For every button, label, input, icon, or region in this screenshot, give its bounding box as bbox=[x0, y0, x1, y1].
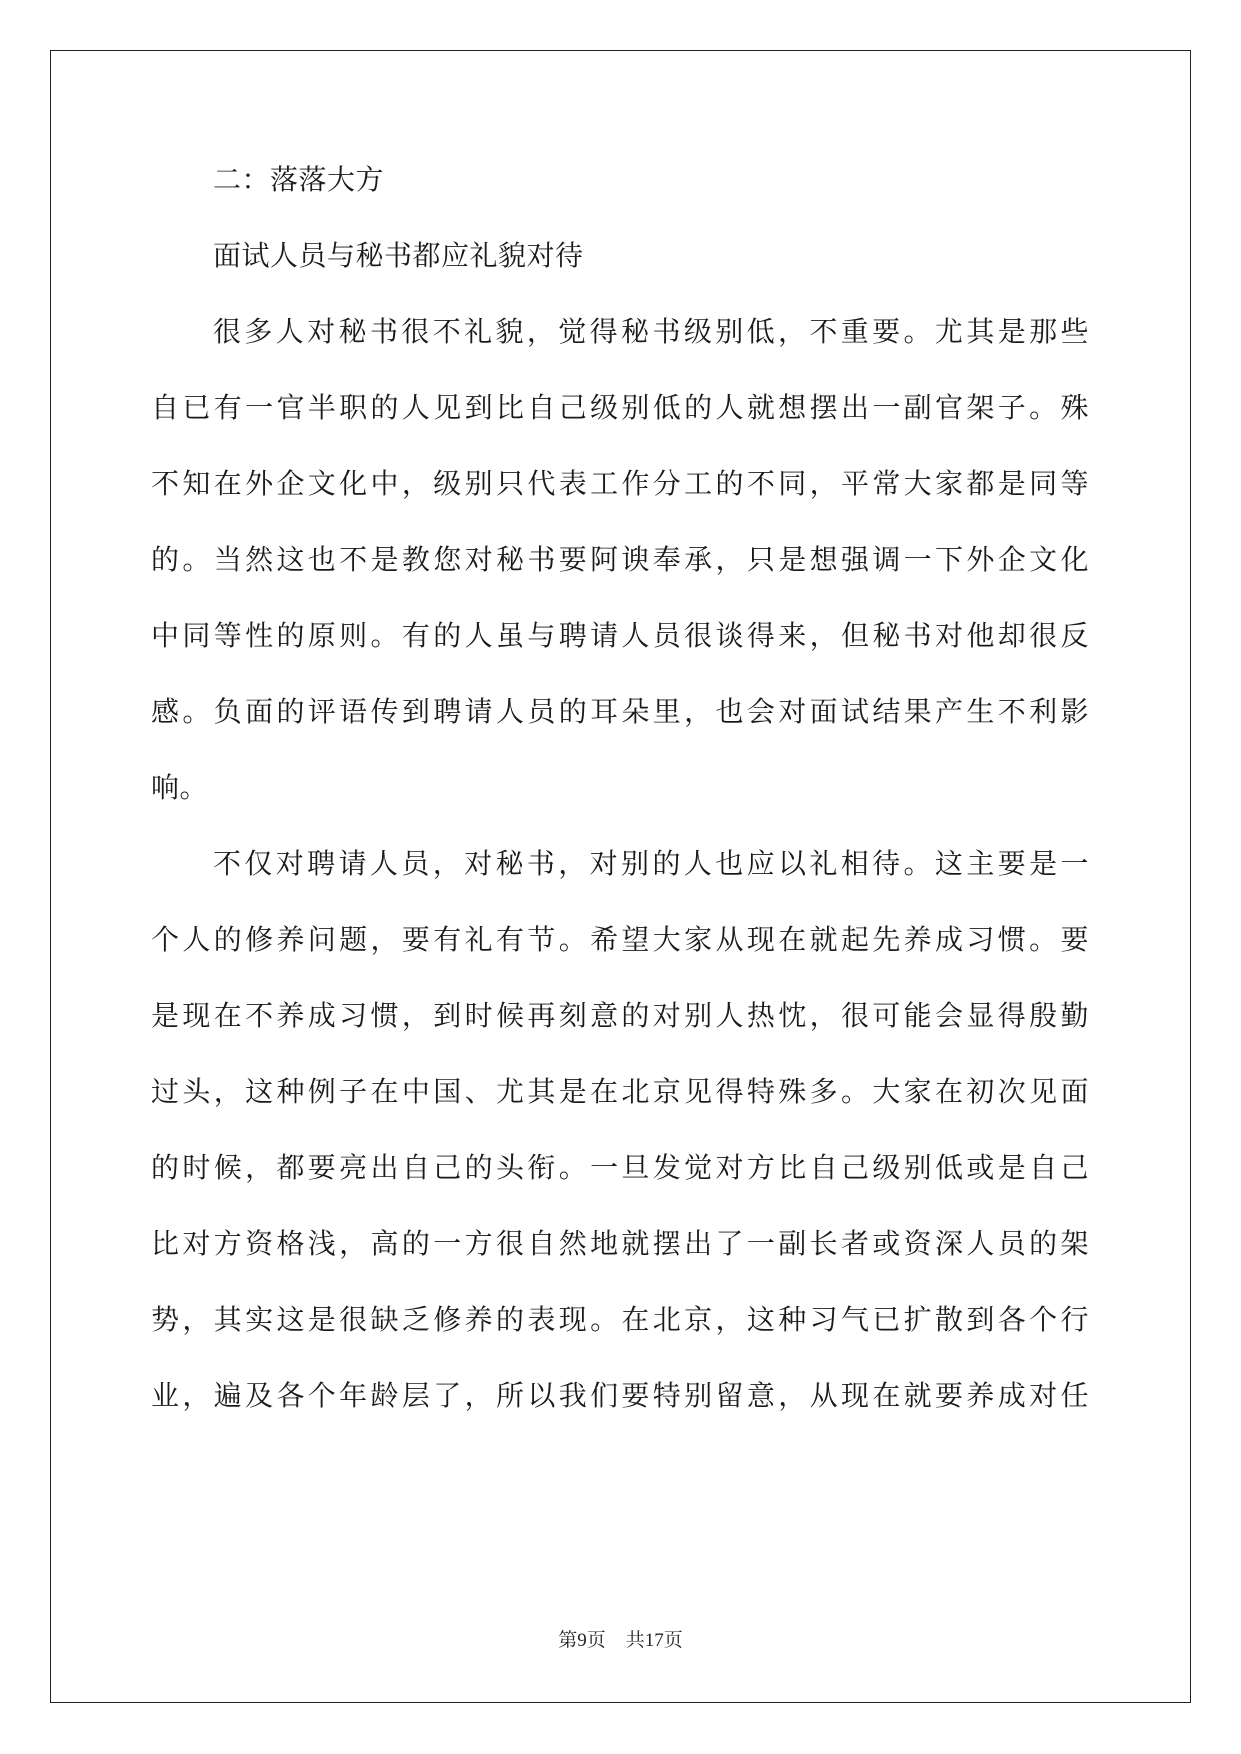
paragraph-line: 过头，这种例子在中国、尤其是在北京见得特殊多。大家在初次见面 bbox=[151, 1075, 1089, 1108]
paragraph-line: 的时候，都要亮出自己的头衔。一旦发觉对方比自己级别低或是自己 bbox=[151, 1151, 1089, 1184]
paragraph-line: 不仅对聘请人员，对秘书，对别的人也应以礼相待。这主要是一 bbox=[213, 847, 1089, 880]
paragraph-line: 个人的修养问题，要有礼有节。希望大家从现在就起先养成习惯。要 bbox=[151, 923, 1089, 956]
page-total: 共17页 bbox=[625, 1630, 683, 1651]
paragraph-line: 自已有一官半职的人见到比自己级别低的人就想摆出一副官架子。殊 bbox=[151, 391, 1089, 424]
paragraph-line: 是现在不养成习惯，到时候再刻意的对别人热忱，很可能会显得殷勤 bbox=[151, 999, 1089, 1032]
subheading: 面试人员与秘书都应礼貌对待 bbox=[213, 239, 584, 272]
page-number: 第9页 bbox=[558, 1630, 606, 1651]
paragraph-line: 中同等性的原则。有的人虽与聘请人员很谈得来，但秘书对他却很反 bbox=[151, 619, 1089, 652]
paragraph-line: 响。 bbox=[151, 771, 209, 804]
paragraph-line: 不知在外企文化中，级别只代表工作分工的不同，平常大家都是同等 bbox=[151, 467, 1089, 500]
page-footer bbox=[0, 1625, 1241, 1652]
section-heading: 二：落落大方 bbox=[213, 163, 385, 196]
paragraph-line: 业，遍及各个年龄层了，所以我们要特别留意，从现在就要养成对任 bbox=[151, 1379, 1089, 1412]
paragraph-line: 势，其实这是很缺乏修养的表现。在北京，这种习气已扩散到各个行 bbox=[151, 1303, 1089, 1336]
paragraph-line: 很多人对秘书很不礼貌，觉得秘书级别低，不重要。尤其是那些 bbox=[213, 315, 1089, 348]
paragraph-line: 感。负面的评语传到聘请人员的耳朵里，也会对面试结果产生不利影 bbox=[151, 695, 1089, 728]
document-body bbox=[151, 160, 1089, 1452]
paragraph-line: 的。当然这也不是教您对秘书要阿谀奉承，只是想强调一下外企文化 bbox=[151, 543, 1089, 576]
paragraph-line: 比对方资格浅，高的一方很自然地就摆出了一副长者或资深人员的架 bbox=[151, 1227, 1089, 1260]
